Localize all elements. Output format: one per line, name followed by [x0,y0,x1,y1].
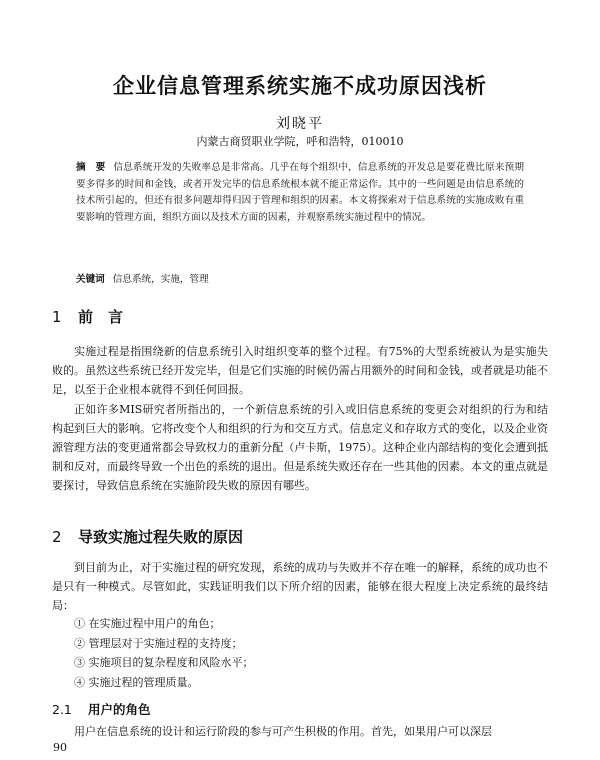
paragraph: 正如许多MIS研究者所指出的，一个新信息系统的引入或旧信息系统的变更会对组织的行为和结构起到巨大的影响。它将改变个人和组织的行为和交互方式。信息定义和存取方式的变化，以及企业资源管理方法的变更通常都会导致权力的重新分配（卢卡斯，1975）。这种企业内部结构的变化会遭到抵制和反对，而最终导致一个出色的系统的退出。但是系统失败还存在一些其他的因素。本文的重点就是要探讨，导致信息系统在实施阶段失败的原因有哪些。 [52,403,548,492]
section-title: 导致实施过程失败的原因 [78,528,244,546]
section-heading-2 [52,526,243,547]
keywords [76,272,524,288]
keywords-label: 关键词 [76,274,105,285]
list-item: ② 管理层对于实施过程的支持度； [74,636,243,650]
section-title: 前 言 [78,308,124,326]
abstract-text: 信息系统开发的失败率总是非常高。几乎在每个组织中，信息系统的开发总是要花费比原来预期要多得多的时间和金钱，或者开发完毕的信息系统根本就不能正常运作。其中的一些问题是由信息系统的技术所引起的，但还有很多问题却得归因于管理和组织的因素。本文将探索对于信息系统的实施成败有重要影响的管理方面，组织方面以及技术方面的因素，并观察系统实施过程中的情况。 [76,162,525,223]
keywords-text: 信息系统，实施，管理 [112,274,209,285]
subsection-title: 用户的角色 [88,702,151,717]
paragraph: 到目前为止，对于实施过程的研究发现，系统的成功与失败并不存在唯一的解释，系统的成功也不是只有一种模式。尽管如此，实践证明我们以下所介绍的因素，能够在很大程度上决定系统的最终结局： [52,561,548,612]
factor-list [74,614,548,692]
section-number: 1 [52,308,62,326]
page-number: 90 [53,741,67,754]
subsection-number: 2.1 [52,702,72,717]
abstract [76,160,524,226]
paragraph: 用户在信息系统的设计和运行阶段的参与可产生积极的作用。首先，如果用户可以深层 [74,725,492,738]
section-heading-1 [52,306,123,327]
list-item: ③ 实施项目的复杂程度和风险水平； [74,656,254,669]
list-item: ① 在实施过程中用户的角色； [74,617,221,630]
section-number: 2 [52,528,62,546]
abstract-label: 摘 要 [76,162,106,173]
subsection-heading-2-1 [52,700,151,718]
author-name: 刘晓平 [276,116,324,132]
paragraph: 实施过程是指围绕新的信息系统引入时组织变革的整个过程。有75%的大型系统被认为是实施失败的。虽然这些系统已经开发完毕，但是它们实施的时候仍需占用额外的时间和金钱，或者就是功能不足，以至于企业根本就得不到任何回报。 [52,345,548,396]
author-affiliation: 内蒙古商贸职业学院，呼和浩特，010010 [196,135,404,148]
paper-title: 企业信息管理系统实施不成功原因浅析 [113,74,487,98]
list-item: ④ 实施过程的管理质量。 [74,675,199,689]
